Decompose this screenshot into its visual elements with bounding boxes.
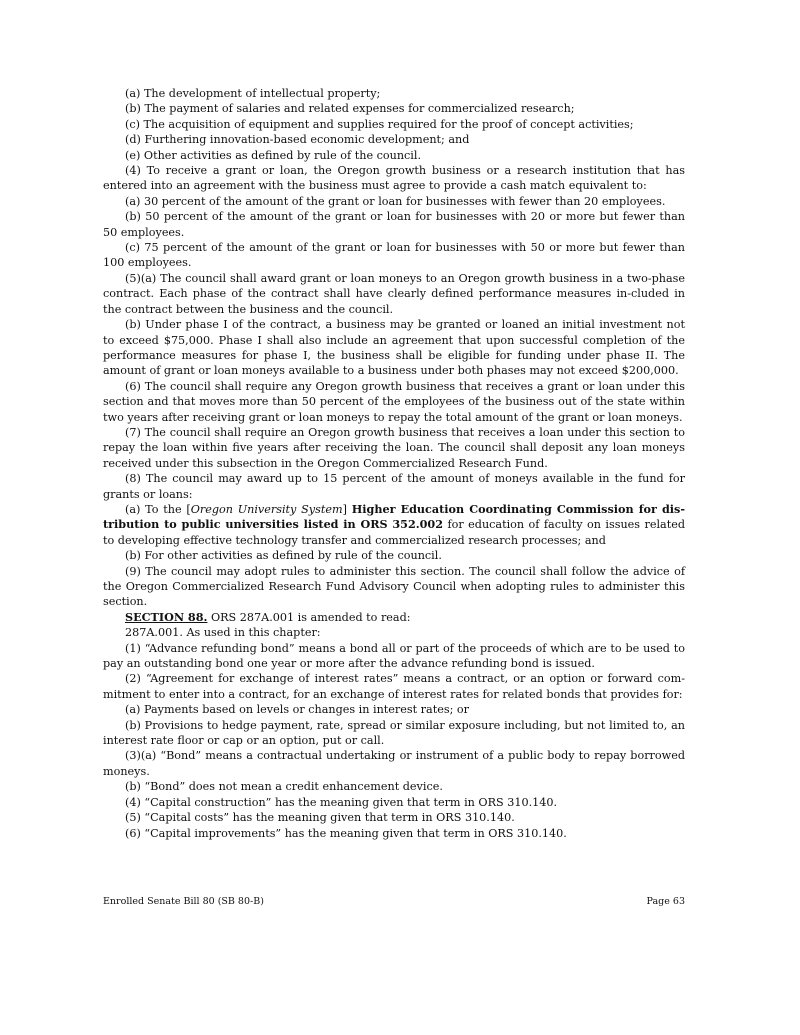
paragraph: (b) Under phase I of the contract, a business may be granted or loaned an initial investment not to exceed $75,000. Phase I shall also include an agreement that upon successful completion of the performance measures for phase I, the business shall be eligible for funding under phase II. The amount of grant or loan moneys available to a business under both phases may not exceed $200,000. <box>103 318 685 378</box>
paragraph: (a) The development of intellectual property; <box>125 87 381 100</box>
paragraph: (5)(a) The council shall award grant or loan moneys to an Oregon growth business in a two-phase contract. Each phase of the contract shall have clearly defined performance measures in-cluded in the contract between the business and the council. <box>103 271 685 316</box>
paragraph: (6) “Capital improvements” has the meaning given that term in ORS 310.140. <box>125 826 567 840</box>
paragraph: (a) Payments based on levels or changes in interest rates; or <box>125 703 469 717</box>
paragraph: (b) The payment of salaries and related expenses for commercialized research; <box>125 102 575 116</box>
paragraph: (6) The council shall require any Oregon growth business that receives a grant or loan under this section and that moves more than 50 percent of the employees of the business out of the state within two years after receiving grant or loan moneys to repay the total amount of the grant or loan moneys. <box>103 379 685 424</box>
paragraph: 287A.001. As used in this chapter: <box>125 626 321 640</box>
section-text: ORS 287A.001 is amended to read: <box>207 610 411 624</box>
paragraph: (e) Other activities as defined by rule of the council. <box>125 148 422 162</box>
paragraph: (4) “Capital construction” has the meaning given that term in ORS 310.140. <box>125 795 558 809</box>
footer-bill-title: Enrolled Senate Bill 80 (SB 80-B) <box>103 896 264 907</box>
paragraph: (b) 50 percent of the amount of the grant or loan for businesses with 20 or more but fewer than 50 employees. <box>103 210 685 239</box>
document-body <box>103 86 685 841</box>
paragraph: (5) “Capital costs” has the meaning given that term in ORS 310.140. <box>125 811 515 825</box>
paragraph: (4) To receive a grant or loan, the Oregon growth business or a research institution that has entered into an agreement with the business must agree to provide a cash match equivalent to: <box>103 164 685 193</box>
paragraph: (b) “Bond” does not mean a credit enhancement device. <box>125 780 443 794</box>
deleted-text: Oregon University System <box>190 502 343 516</box>
paragraph: (9) The council may adopt rules to administer this section. The council shall follow the advice of the Oregon Commercialized Research Fund Advisory Council when adopting rules to administer this section. <box>103 564 685 609</box>
paragraph: (b) For other activities as defined by rule of the council. <box>125 549 442 563</box>
section-label: SECTION 88. <box>125 609 208 624</box>
paragraph-8a <box>103 502 685 548</box>
paragraph: (b) Provisions to hedge payment, rate, spread or similar exposure including, but not limited to, an interest rate floor or cap or an option, put or call. <box>103 718 685 748</box>
paragraph: (3)(a) “Bond” means a contractual undertaking or instrument of a public body to repay borrowed moneys. <box>103 749 685 778</box>
paragraph: (1) “Advance refunding bond” means a bond all or part of the proceeds of which are to be used to pay an outstanding bond one year or more after the advance refunding bond is issued. <box>103 641 685 671</box>
section-heading <box>103 610 685 625</box>
paragraph: (8) The council may award up to 15 percent of the amount of moneys available in the fund for grants or loans: <box>103 472 685 501</box>
inserted-text: Higher Education Coordinating Commission for dis-tribution to public universities listed in ORS 352.002 <box>103 501 685 532</box>
page-footer <box>103 896 685 910</box>
paragraph: (2) “Agreement for exchange of interest rates” means a contract, or an option or forward com-mitment to enter into a contract, for an exchange of interest rates for related bonds that provides for: <box>103 672 685 701</box>
paragraph: (a) 30 percent of the amount of the grant or loan for businesses with fewer than 20 employees. <box>125 194 666 208</box>
paragraph: (c) The acquisition of equipment and supplies required for the proof of concept activities; <box>125 117 634 131</box>
footer-page-number: Page 63 <box>646 896 685 907</box>
paragraph-8a-rest: for education of faculty on issues related to developing effective technology transfer and commercialized research processes; and <box>103 518 685 547</box>
paragraph: (7) The council shall require an Oregon growth business that receives a loan under this section to repay the loan within five years after receiving the loan. The council shall deposit any loan moneys received under this subsection in the Oregon Commercialized Research Fund. <box>103 425 685 470</box>
paragraph: (c) 75 percent of the amount of the grant or loan for businesses with 50 or more but fewer than 100 employees. <box>103 241 685 270</box>
paragraph-8a-prefix: (a) To the [ <box>125 502 191 516</box>
paragraph-8a-bracket: ] <box>342 502 352 516</box>
paragraph: (d) Furthering innovation-based economic development; and <box>125 133 470 147</box>
